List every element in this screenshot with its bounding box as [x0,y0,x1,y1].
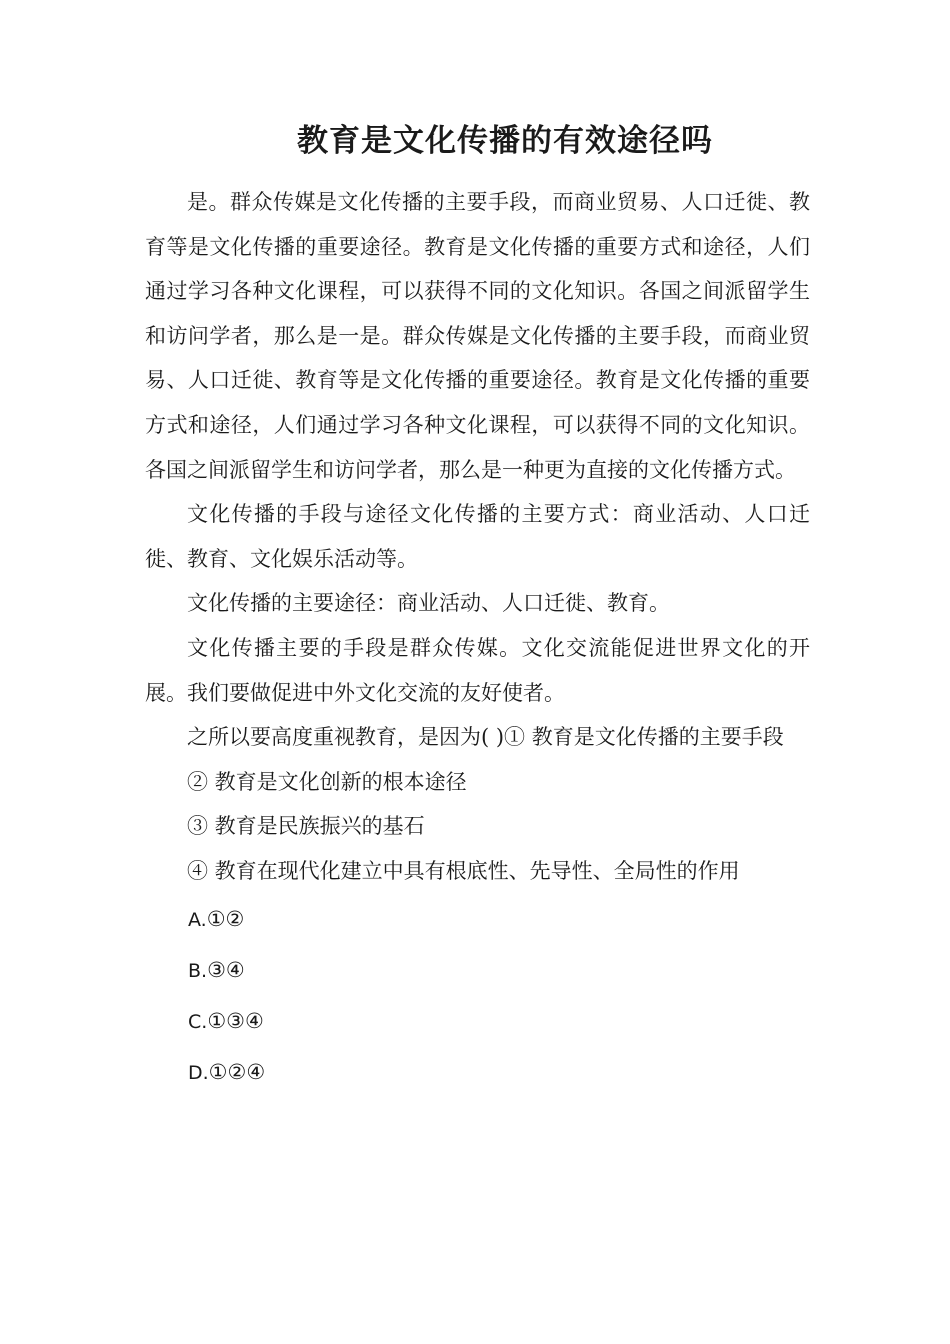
option-value: ①②④ [208,1059,266,1084]
document-title: 教育是文化传播的有效途径吗 [297,123,713,159]
paragraph-2: 文化传播的手段与途径文化传播的主要方式：商业活动、人口迁徙、教育、文化娱乐活动等。 [145,502,810,571]
option-a [145,894,810,945]
answer-options [145,894,810,1098]
option-b [145,945,810,996]
question-statement-4: ④ 教育在现代化建立中具有根底性、先导性、全局性的作用 [187,858,740,883]
document-body [145,180,810,1098]
option-letter: C. [188,1010,208,1033]
option-d [145,1047,810,1098]
question-statement-2: ② 教育是文化创新的根本途径 [187,769,467,794]
option-value: ③④ [207,957,245,982]
paragraph-4: 文化传播主要的手段是群众传媒。文化交流能促进世界文化的开展。我们要做促进中外文化交流的友好使者。 [145,635,810,705]
option-letter: B. [188,959,208,982]
paragraph-3: 文化传播的主要途径：商业活动、人口迁徙、教育。 [187,591,670,616]
paragraph-1: 是。群众传媒是文化传播的主要手段，而商业贸易、人口迁徙、教育等是文化传播的重要途径。教育是文化传播的重要方式和途径，人们通过学习各种文化课程，可以获得不同的文化知识。各国之间派留学生和访问学者，那么是一是。群众传媒是文化传播的主要手段，而商业贸易、人口迁徙、教育等是文化传播的重要途径。教育是文化传播的重要方式和途径，人们通过学习各种文化课程，可以获得不同的文化知识。各国之间派留学生和访问学者，那么是一种更为直接的文化传播方式。 [145,190,810,482]
option-letter: D. [188,1061,209,1084]
question-stem: 之所以要高度重视教育，是因为( )① 教育是文化传播的主要手段 [187,725,784,750]
option-value: ①② [206,906,245,931]
option-value: ①③④ [207,1008,264,1033]
option-letter: A. [188,908,207,931]
question-statement-3: ③ 教育是民族振兴的基石 [187,814,425,839]
option-c [145,996,810,1047]
